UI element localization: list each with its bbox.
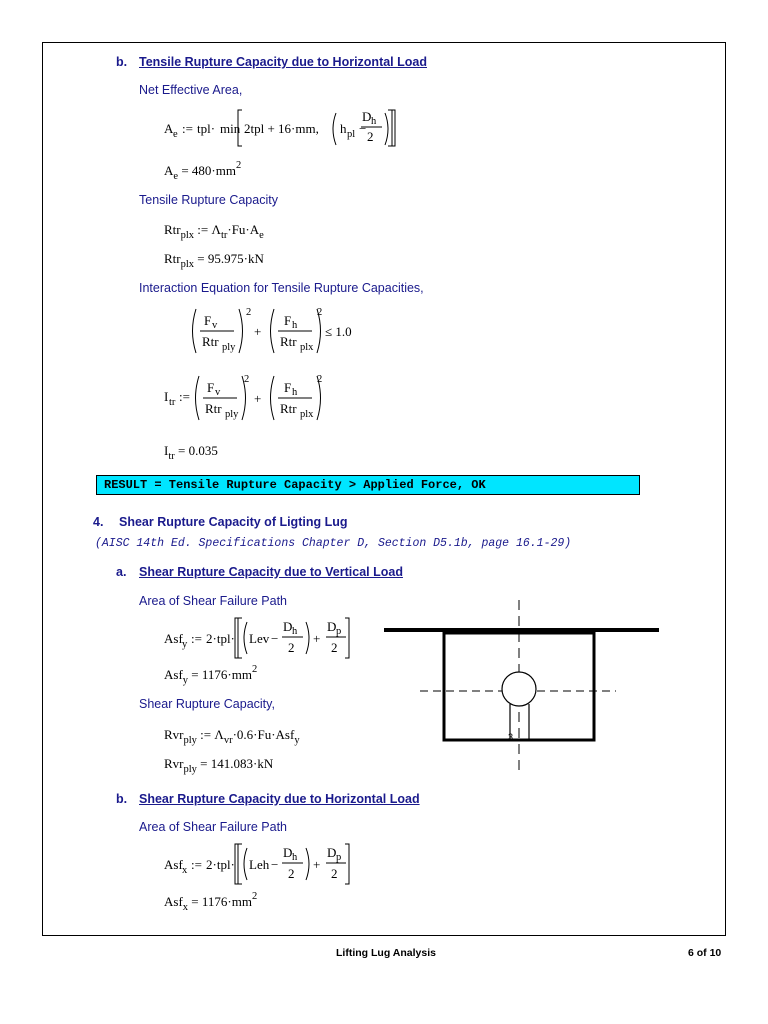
itr-f2-sub: h: [292, 387, 298, 398]
asfx-definition-equation: [160, 840, 360, 888]
itr-paren2-left: [271, 376, 275, 420]
int-exp1: 2: [246, 307, 252, 318]
lug-hole: [502, 672, 536, 706]
itr-op: :=: [179, 389, 190, 404]
itr-exp2: 2: [317, 374, 323, 385]
tensile-label: Tensile Rupture Capacity: [139, 193, 278, 207]
int-paren1-left: [193, 309, 197, 353]
asfx-paren-right: [306, 848, 309, 880]
asfy-bracket-right: [345, 618, 349, 658]
itr-r2-sub: plx: [300, 409, 314, 420]
rtr-definition: Rtr$_{plx}$ := $\Lambda_{tr}\cdot Fu\cdot A_e$: [164, 222, 264, 241]
itr-f1: F: [207, 380, 215, 395]
section-a-title: Shear Rupture Capacity due to Vertical Load: [139, 565, 403, 579]
asfx-n2-sub: p: [336, 852, 342, 863]
asfy-minus: −: [271, 631, 279, 646]
itr-r1-sub: ply: [225, 409, 239, 420]
itr-r1: Rtr: [205, 401, 222, 416]
ae-min: min: [220, 121, 241, 136]
int-r2: Rtr: [280, 334, 297, 349]
shear-capacity-label: Shear Rupture Capacity,: [139, 697, 275, 711]
section-b2-title: Shear Rupture Capacity due to Horizontal Load: [139, 792, 420, 806]
asfy-n2: D: [327, 619, 337, 634]
itr-f2: F: [284, 380, 292, 395]
rvr-result: Rvr$_{ply}$ = 141.083·kN: [164, 756, 274, 775]
itr-plus: +: [254, 391, 262, 406]
asfy-result: $Asf_y = 1176\cdot mm^2$: [164, 664, 258, 686]
int-r1-sub: ply: [222, 342, 236, 353]
asfx-n2: D: [327, 845, 337, 860]
ae-term1: 2tpl + 16·mm,: [244, 121, 319, 136]
ae-lhs-sub: e: [173, 129, 178, 140]
itr-lhs: I: [164, 389, 169, 404]
ae-lhs: A: [164, 121, 174, 136]
asfx-paren-left: [244, 848, 247, 880]
section-b1-title: Tensile Rupture Capacity due to Horizontal Load: [139, 55, 427, 69]
section-4-number: 4.: [93, 515, 104, 529]
asfy-lhs-sub: y: [182, 639, 188, 650]
ae-num-sub: h: [371, 116, 377, 127]
int-exp2: 2: [317, 307, 323, 318]
int-f2: F: [284, 313, 292, 328]
lifting-lug-figure: [380, 598, 665, 778]
section-b2-marker: b.: [116, 792, 128, 806]
asfx-n1: D: [283, 845, 293, 860]
itr-paren1-left: [196, 376, 200, 420]
int-r1: Rtr: [202, 334, 219, 349]
ae-num: D: [362, 109, 372, 124]
itr-exp1: 2: [244, 374, 250, 385]
interaction-label: Interaction Equation for Tensile Rupture Capacities,: [139, 281, 424, 295]
asfx-bracket-left-inner: [238, 844, 242, 884]
asfx-bracket-right: [345, 844, 349, 884]
asfy-lhs: Asf: [164, 631, 183, 646]
section-b1-marker: b.: [116, 55, 128, 69]
int-paren1-right: [239, 309, 243, 353]
asfy-plus: +: [313, 631, 321, 646]
ae-paren-left: [333, 113, 336, 145]
interaction-equation: [188, 303, 368, 355]
ae-tpl: tpl·: [197, 121, 216, 136]
asfx-op: :=: [191, 857, 202, 872]
rvr-definition: Rvr$_{ply}$ := $\Lambda_{vr}\cdot 0.6\cdot Fu\cdot Asf_y$: [164, 727, 300, 746]
ae-paren-right: [385, 113, 388, 145]
rtr-result: Rtr$_{plx}$ = 95.975·kN: [164, 251, 264, 270]
int-f2-sub: h: [292, 320, 298, 331]
asfx-d1: 2: [288, 866, 295, 881]
asfy-coef: 2·tpl·: [206, 631, 235, 646]
ae-h-sub: pl: [347, 129, 356, 140]
asfx-n1-sub: h: [292, 852, 298, 863]
shear-area-label-b: Area of Shear Failure Path: [139, 820, 287, 834]
int-r2-sub: plx: [300, 342, 314, 353]
ae-definition-equation: [160, 103, 410, 151]
ae-minus: −: [359, 121, 367, 136]
itr-result: $I_{tr} = 0.035$: [164, 443, 218, 462]
asfx-result: $Asf_x = 1176\cdot mm^2$: [164, 891, 258, 913]
ae-den: 2: [367, 129, 374, 144]
footer-page-number: 6 of 10: [688, 947, 722, 959]
asfx-d2: 2: [331, 866, 338, 881]
asfy-n1-sub: h: [292, 626, 298, 637]
asfy-bracket-left-inner: [238, 618, 242, 658]
asfy-op: :=: [191, 631, 202, 646]
asfy-paren-right: [306, 622, 309, 654]
itr-r2: Rtr: [280, 401, 297, 416]
itr-definition-equation: [160, 370, 340, 422]
itr-f1-sub: v: [215, 387, 221, 398]
asfy-definition-equation: [160, 614, 360, 662]
ae-result: $A_e = 480\cdot mm^2$: [164, 160, 242, 182]
asfx-plus: +: [313, 857, 321, 872]
asfx-dist: Leh: [249, 857, 270, 872]
asfy-d2: 2: [331, 640, 338, 655]
asfy-n1: D: [283, 619, 293, 634]
int-paren2-left: [271, 309, 275, 353]
ae-bracket-right: [388, 110, 392, 146]
itr-lhs-sub: tr: [169, 397, 176, 408]
int-rhs: ≤ 1.0: [325, 324, 352, 339]
ae-op: :=: [182, 121, 193, 136]
section-4-reference: (AISC 14th Ed. Specifications Chapter D, Section D5.1b, page 16.1-29): [95, 537, 572, 550]
asfy-d1: 2: [288, 640, 295, 655]
int-plus: +: [254, 324, 262, 339]
asfx-lhs: Asf: [164, 857, 183, 872]
shear-area-label-a: Area of Shear Failure Path: [139, 594, 287, 608]
footer-title: Lifting Lug Analysis: [336, 947, 436, 959]
ae-h: h: [340, 121, 347, 136]
asfx-coef: 2·tpl·: [206, 857, 235, 872]
int-f1-sub: v: [212, 320, 218, 331]
section-a-marker: a.: [116, 565, 127, 579]
asfx-lhs-sub: x: [182, 865, 188, 876]
figure-tag: 3: [508, 732, 514, 742]
asfy-n2-sub: p: [336, 626, 342, 637]
asfy-dist: Lev: [249, 631, 270, 646]
asfy-paren-left: [244, 622, 247, 654]
asfx-minus: −: [271, 857, 279, 872]
int-f1: F: [204, 313, 212, 328]
result-banner: RESULT = Tensile Rupture Capacity > Applied Force, OK: [96, 475, 640, 495]
net-area-label: Net Effective Area,: [139, 83, 243, 97]
section-4-title: Shear Rupture Capacity of Ligting Lug: [119, 515, 348, 529]
